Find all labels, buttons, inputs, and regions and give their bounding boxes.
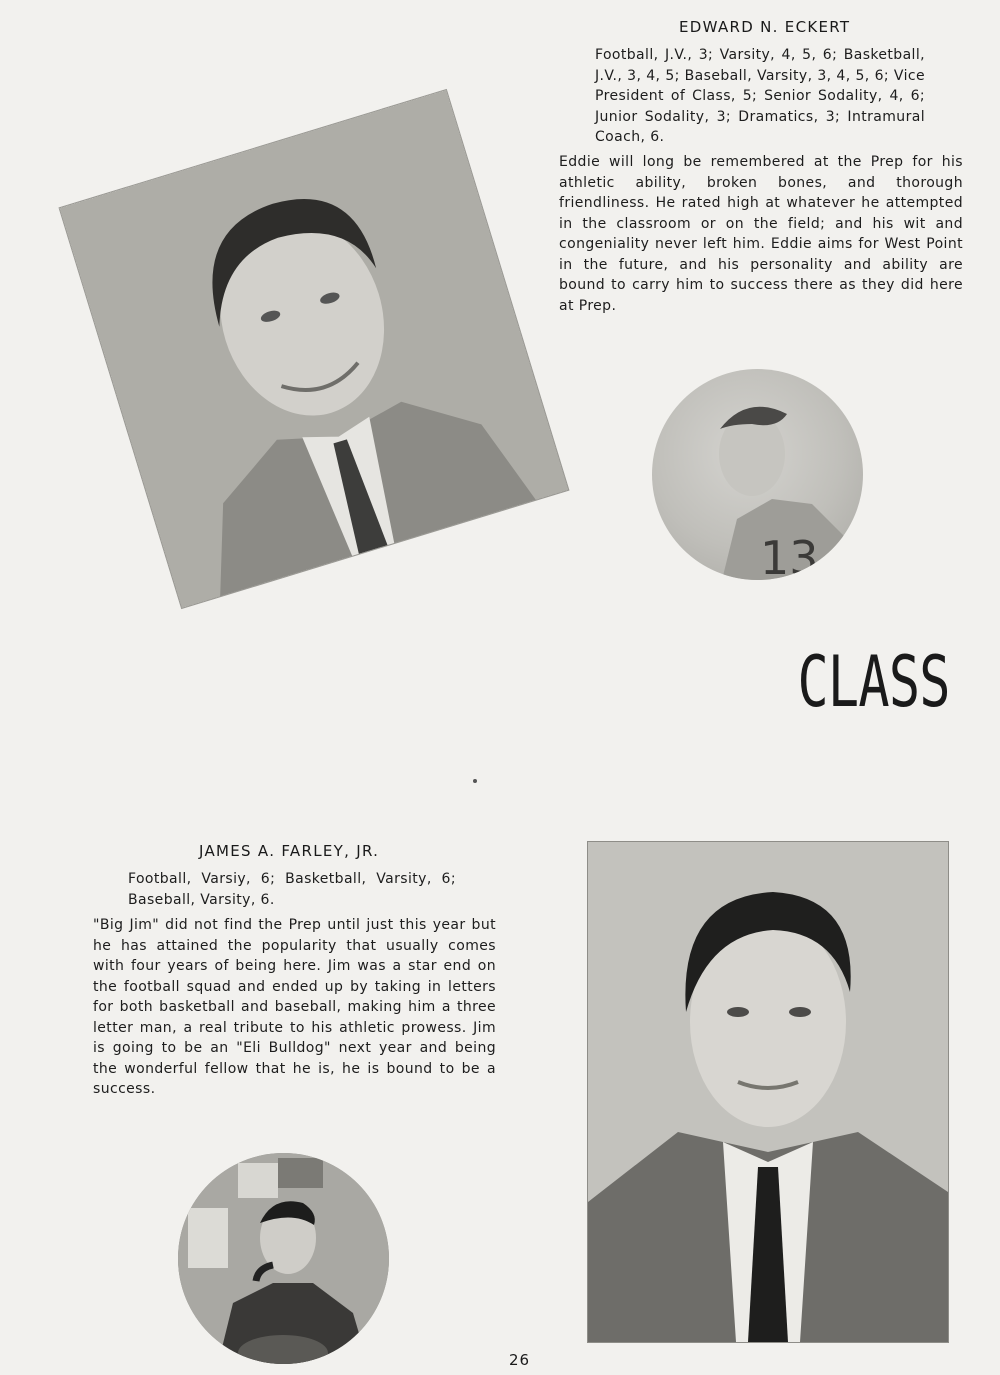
eckert-football-action-photo [652,369,863,580]
eckert-portrait-photo [60,90,569,608]
farley-portrait-photo [588,842,948,1342]
farley-pipe-smoking-photo [178,1153,389,1364]
print-speck [473,779,477,783]
student-activities: Football, J.V., 3; Varsity, 4, 5, 6; Basketball, J.V., 3, 4, 5; Baseball, Varsity, 3, 4, 5, 6; Vice President of Class, 5; Senior Sodality, 4, 6; Junior Sodality, 3; Dramatics, 3; Intramural Coach, 6. [595,47,925,145]
page-heading: CLASS [797,641,950,723]
student-activities: Football, Varsiy, 6; Basketball, Varsity, 6; Baseball, Varsity, 6. [128,871,456,908]
student-name: JAMES A. FARLEY, JR. [199,842,380,860]
svg-text:13: 13 [760,531,819,580]
student-bio: "Big Jim" did not find the Prep until just this year but he has attained the popularity that usually comes with four years of being here. Jim was a star end on the football squad and ended up by taking in letters for both basketball and baseball, making him a three letter man, a real tribute to his athletic prowess. Jim is going to be an "Eli Bulldog" next year and being the wonderful fellow that he is, he is bound to be a success. [93,917,496,1097]
student-name: EDWARD N. ECKERT [679,18,851,36]
student-bio: Eddie will long be remembered at the Prep for his athletic ability, broken bones, and thorough friendliness. He rated high at whatever he attempted in the classroom or on the field; and his wit and congeniality never left him. Eddie aims for West Point in the future, and his personality and ability are bound to carry him to success there as they did here at Prep. [559,154,963,314]
page-number: 26 [509,1351,531,1369]
